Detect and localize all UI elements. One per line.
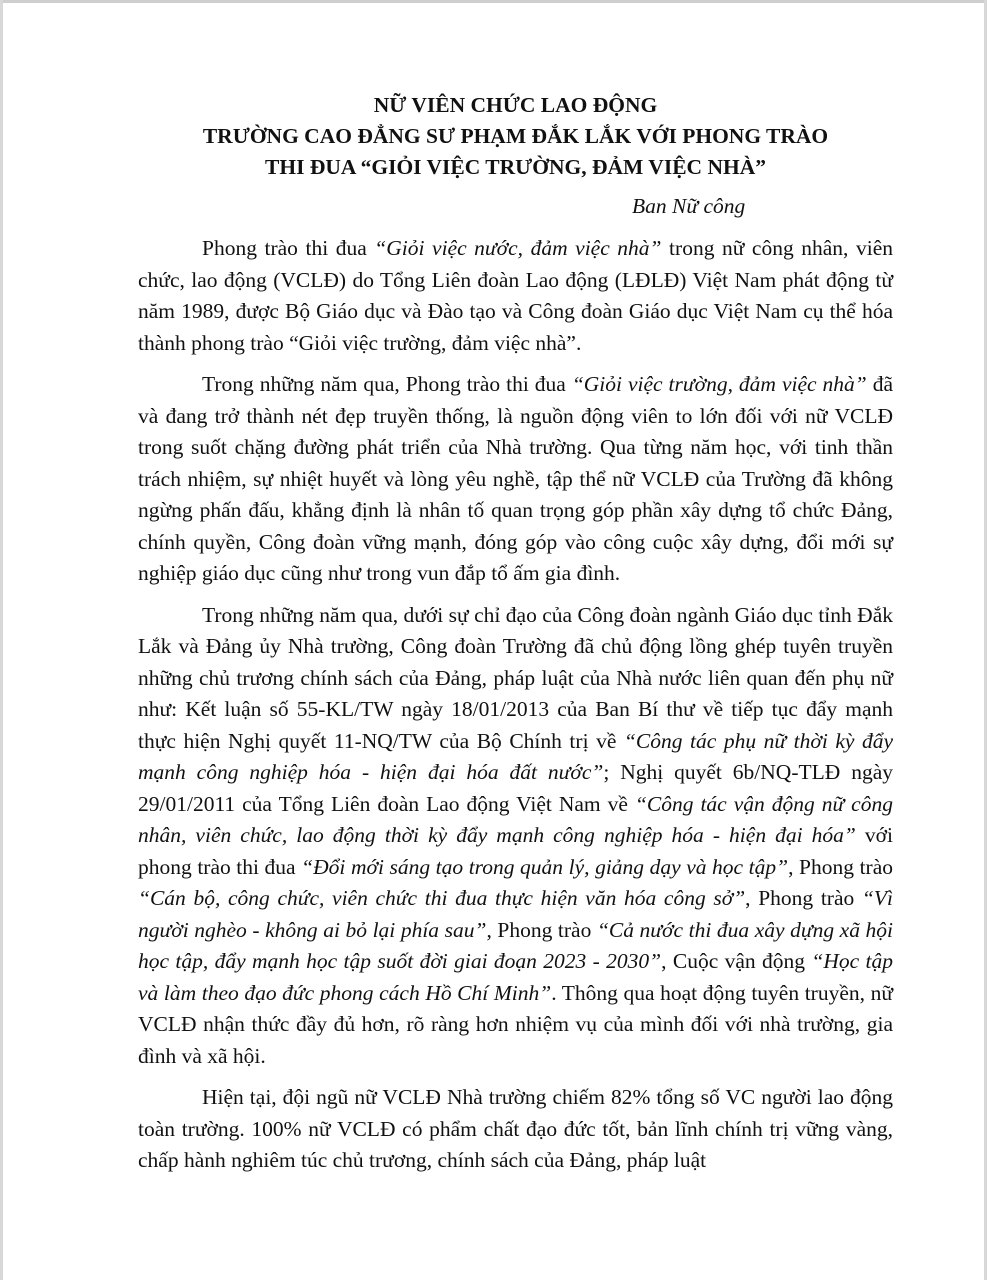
text-run: , Cuộc vận động (661, 949, 812, 973)
italic-text-run: “Đổi mới sáng tạo trong quản lý, giảng dạy và học tập” (301, 854, 789, 879)
italic-text-run: “Công tác vận động nữ công nhân, viên chức, lao động thời kỳ đẩy mạnh công nghiệp hóa - hiện đại hóa” (138, 791, 893, 847)
document-author: Ban Nữ công (632, 194, 746, 218)
text-run: Trong những năm qua, Phong trào thi đua (202, 372, 572, 396)
scan-edge-left (0, 0, 3, 1280)
italic-text-run: “Giỏi việc nước, đảm việc nhà” (374, 236, 662, 260)
document-page (138, 90, 893, 1177)
italic-text-run: “Học tập và làm theo đạo đức phong cách Hồ Chí Minh” (138, 949, 893, 1005)
text-run: , Phong trào (486, 917, 597, 942)
text-run: với phong trào thi đua (138, 823, 894, 879)
text-run: ; Nghị quyết 6b/NQ-TLĐ ngày 29/01/2011 của Tổng Liên đoàn Lao động Việt Nam về (138, 760, 893, 816)
paragraph (138, 233, 893, 359)
text-run: đã và đang trở thành nét đẹp truyền thống, là nguồn động viên to lớn đối với nữ VCLĐ trong suốt chặng đường phát triển của Nhà trường. Qua từng năm học, với tinh thần trách nhiệm, sự nhiệt huyết và lòng yêu nghề, tập thể nữ VCLĐ của Trường đã không ngừng phấn đấu, khẳng định là nhân tố quan trọng góp phần xây dựng tổ chức Đảng, chính quyền, Công đoàn vững mạnh, đóng góp vào công cuộc xây dựng, đổi mới sự nghiệp giáo dục cũng như trong vun đắp tổ ấm gia đình. (138, 372, 894, 585)
text-run: Trong những năm qua, dưới sự chỉ đạo của Công đoàn ngành Giáo dục tỉnh Đắk Lắk và Đảng ủy Nhà trường, Công đoàn Trường đã chủ động lồng ghép tuyên truyền những chủ trương chính sách của Đảng, pháp luật của Nhà nước liên quan đến phụ nữ như: Kết luận số 55-KL/TW ngày 18/01/2013 của Ban Bí thư về tiếp tục đẩy mạnh thực hiện Nghị quyết 11-NQ/TW của Bộ Chính trị về (138, 602, 893, 753)
italic-text-run: “Giỏi việc trường, đảm việc nhà” (571, 372, 867, 396)
italic-text-run: “Cán bộ, công chức, viên chức thi đua thực hiện văn hóa công sở” (138, 886, 746, 910)
italic-text-run: “Công tác phụ nữ thời kỳ đẩy mạnh công nghiệp hóa - hiện đại hóa đất nước” (138, 728, 894, 784)
text-run: , Phong trào (788, 854, 893, 879)
scan-edge-top (0, 0, 987, 3)
text-run: , Phong trào (745, 886, 862, 910)
paragraph (138, 1082, 893, 1177)
document-title (138, 90, 893, 183)
title-line-1: NỮ VIÊN CHỨC LAO ĐỘNG (373, 93, 658, 117)
paragraph (138, 369, 893, 590)
text-run: Phong trào thi đua (202, 236, 375, 260)
text-run: . Thông qua hoạt động tuyên truyền, nữ VCLĐ nhận thức đầy đủ hơn, rõ ràng hơn nhiệm vụ của mình đối với nhà trường, gia đình và xã hội. (138, 980, 893, 1068)
title-line-2: TRƯỜNG CAO ĐẲNG SƯ PHẠM ĐẮK LẮK VỚI PHONG TRÀO (202, 124, 829, 148)
text-run: Hiện tại, đội ngũ nữ VCLĐ Nhà trường chiếm 82% tổng số VC người lao động toàn trường. 100% nữ VCLĐ có phẩm chất đạo đức tốt, bản lĩnh chính trị vững vàng, chấp hành nghiêm túc chủ trương, chính sách của Đảng, pháp luật (138, 1085, 893, 1172)
title-line-3: THI ĐUA “GIỎI VIỆC TRƯỜNG, ĐẢM VIỆC NHÀ” (265, 155, 766, 179)
italic-text-run: “Vì người nghèo - không ai bỏ lại phía sau” (138, 886, 893, 942)
paragraph (138, 600, 893, 1073)
italic-text-run: “Cả nước thi đua xây dựng xã hội học tập, đẩy mạnh học tập suốt đời giai đoạn 2023 - 2030” (138, 917, 893, 973)
text-run: trong nữ công nhân, viên chức, lao động (VCLĐ) do Tổng Liên đoàn Lao động (LĐLĐ) Việt Nam phát động từ năm 1989, được Bộ Giáo dục và Đào tạo và Công đoàn Giáo dục Việt Nam cụ thể hóa thành phong trào “Giỏi việc trường, đảm việc nhà”. (138, 236, 893, 355)
